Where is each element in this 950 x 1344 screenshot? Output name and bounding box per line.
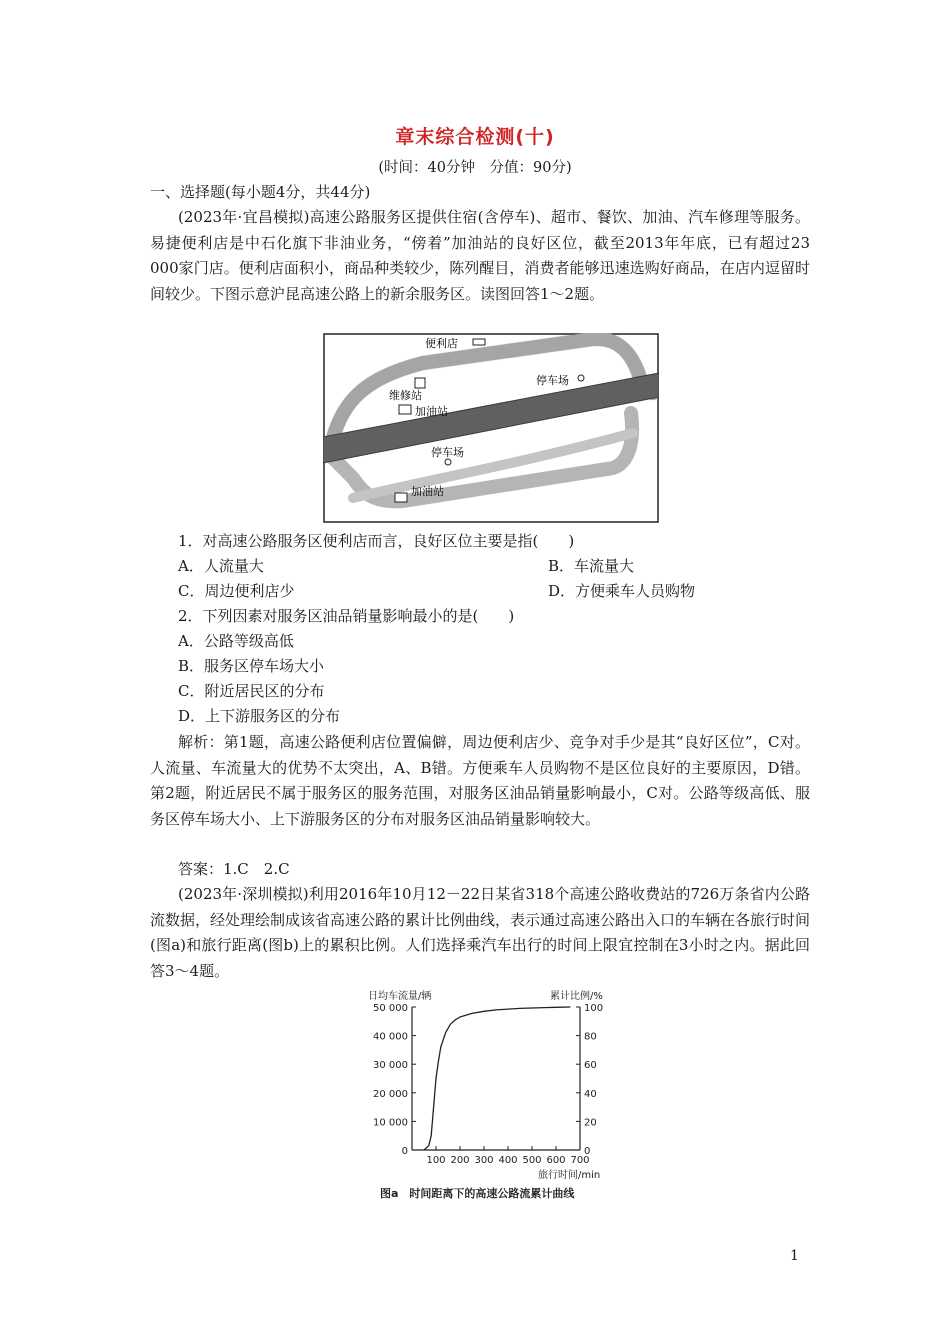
exam-info: (时间：40分钟 分值：90分) [378,160,572,176]
q1-option-d[interactable]: D．方便乘车人员购物 [548,582,696,600]
chart-ytick-right-label: 20 [584,1117,597,1129]
label-parking-south: 停车场 [431,446,464,459]
page-title: 章末综合检测(十) [395,126,555,148]
passage-2: (2023年·深圳模拟)利用2016年10月12－22日某省318个高速公路收费站的726万条省内公路流数据，经处理绘制成该省高速公路的累计比例曲线，表示通过高速公路出入口的车辆在各旅行时间(图a)和旅行距离(图b)上的累积比例。人们选择乘汽车出行的时间上限宜控制在3小时之内。据此回答3～4题。 [150,885,811,980]
chart-ytick-right-label: 100 [584,1003,604,1014]
page-number: 1 [790,1248,799,1264]
question-2-stem: 2．下列因素对服务区油品销量影响最小的是( ) [178,607,515,625]
service-area-map [323,333,659,523]
chart-xtick-label: 400 [498,1155,518,1166]
gas-north-icon [399,405,411,414]
chart-series-line [424,1007,570,1150]
passage-1: (2023年·宜昌模拟)高速公路服务区提供住宿(含停车)、超市、餐饮、加油、汽车修理等服务。易捷便利店是中石化旗下非油业务，“傍着”加油站的良好区位，截至2013年年底，已有超过23 000家门店。便利店面积小，商品种类较少，陈列醒目，消费者能够迅速选购好商品，在店内逗留时间较少。下图示意沪昆高速公路上的新余服务区。读图回答1～2题。 [150,208,810,303]
chart-xtick-label: 100 [426,1155,446,1166]
chart-xtick-label: 200 [450,1155,470,1166]
q2-option-a[interactable]: A．公路等级高低 [178,632,294,650]
question-1-stem: 1．对高速公路服务区便利店而言，良好区位主要是指( ) [178,532,575,550]
chart-xtick-label: 700 [570,1155,590,1166]
chart-ytick-left-label: 30 000 [373,1060,408,1072]
section-heading: 一、选择题(每小题4分，共44分) [150,183,371,201]
q1-option-c[interactable]: C．周边便利店少 [178,582,295,600]
chart-ytick-left-label: 20 000 [373,1088,408,1100]
chart-xlabel: 旅行时间/min [538,1170,601,1181]
chart-ytick-right-label: 80 [584,1031,597,1043]
chart-ylabel-right: 累计比例/% [550,991,603,1002]
label-repair: 维修站 [389,389,422,402]
chart-ylabel-left: 日均车流量/辆 [368,991,432,1002]
store-icon [473,339,485,345]
chart-ytick-left-label: 50 000 [373,1003,408,1014]
q2-option-d[interactable]: D．上下游服务区的分布 [178,707,341,725]
repair-icon [415,378,425,388]
chart-xtick-label: 300 [474,1155,494,1166]
chart-ytick-left-label: 0 [401,1146,408,1157]
label-gas-north: 加油站 [415,405,448,418]
analysis-text: 解析：第1题，高速公路便利店位置偏僻，周边便利店少、竞争对手少是其“良好区位”，C对。人流量、车流量大的优势不太突出，A、B错。方便乘车人员购物不是区位良好的主要原因，D错。第2题，附近居民不属于服务区的服务范围，对服务区油品销量影响最小，C对。公路等级高低、服务区停车场大小、上下游服务区的分布对服务区油品销量影响较大。 [150,733,810,828]
chart-ytick-left-label: 10 000 [373,1117,408,1129]
chart-title: 图a 时间距离下的高速公路流累计曲线 [380,1187,575,1200]
q1-option-b[interactable]: B．车流量大 [548,557,635,575]
label-parking-north: 停车场 [536,374,569,387]
chart-ytick-right-label: 40 [584,1088,597,1100]
chart-ytick-right-label: 60 [584,1060,597,1072]
chart-xtick-label: 500 [522,1155,542,1166]
chart-xtick-label: 600 [546,1155,566,1166]
label-store: 便利店 [425,337,458,350]
q1-option-a[interactable]: A．人流量大 [178,557,264,575]
parking-north-icon [578,375,584,381]
q2-option-b[interactable]: B．服务区停车场大小 [178,657,325,675]
label-gas-south: 加油站 [411,485,444,498]
cumulative-flow-chart [340,983,630,1205]
q2-option-c[interactable]: C．附近居民区的分布 [178,682,325,700]
answer-text: 答案：1.C 2.C [178,860,290,878]
parking-south-icon [445,459,451,465]
chart-ytick-left-label: 40 000 [373,1031,408,1043]
chart-ytick-right-label: 0 [584,1146,591,1157]
gas-south-icon [395,493,407,502]
